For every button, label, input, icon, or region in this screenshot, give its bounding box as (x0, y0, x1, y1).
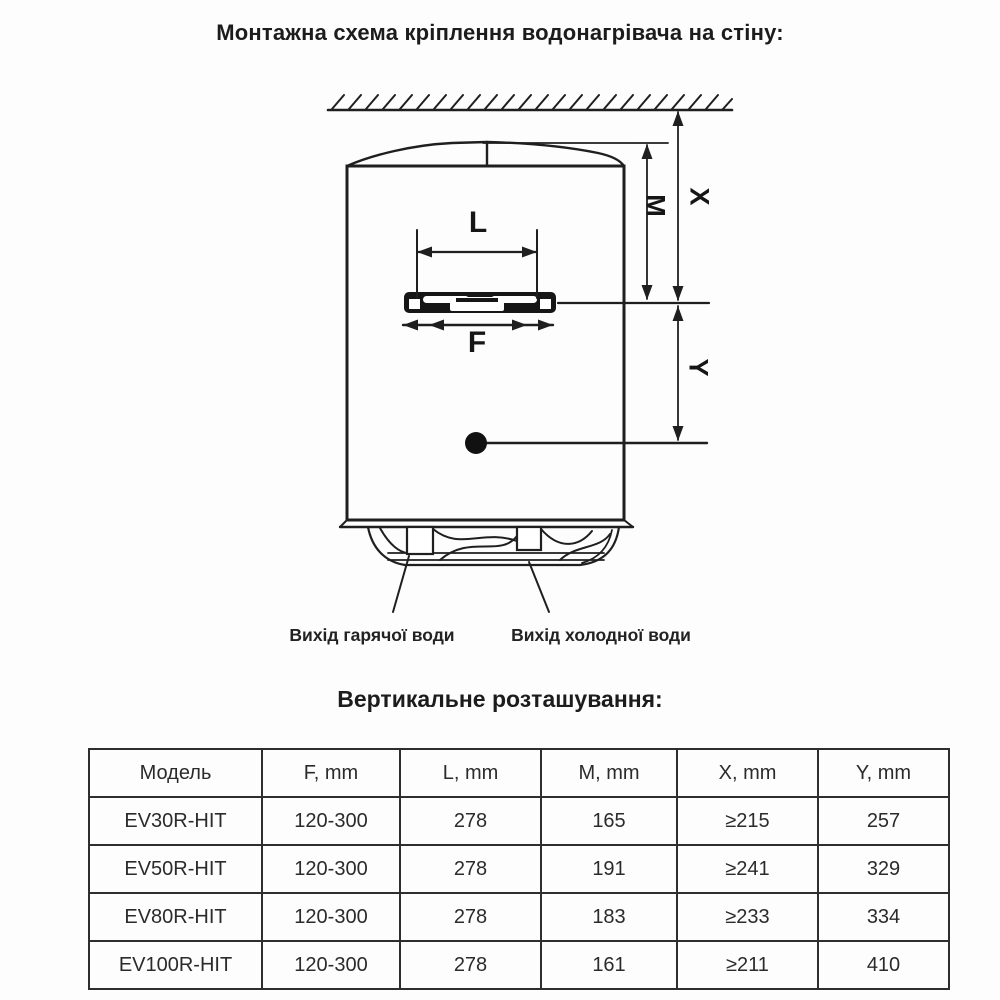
table-row (89, 797, 949, 845)
hot-water-pipe (407, 527, 433, 554)
ceiling-hatching (332, 95, 732, 109)
inlet-point (465, 432, 487, 454)
cell-model: EV80R-HIT (89, 893, 262, 941)
cold-water-label: Вихід холодної води (511, 625, 691, 645)
cell-l: 278 (400, 845, 541, 893)
cell-model: EV100R-HIT (89, 941, 262, 989)
cell-l: 278 (400, 941, 541, 989)
cell-m: 191 (541, 845, 677, 893)
cell-f: 120-300 (262, 893, 400, 941)
cell-model: EV30R-HIT (89, 797, 262, 845)
cell-m: 183 (541, 893, 677, 941)
cell-f: 120-300 (262, 845, 400, 893)
cell-m: 161 (541, 941, 677, 989)
header-l: L, mm (400, 749, 541, 797)
cell-model: EV50R-HIT (89, 845, 262, 893)
cell-m: 165 (541, 797, 677, 845)
cell-l: 278 (400, 893, 541, 941)
header-f: F, mm (262, 749, 400, 797)
cell-x: ≥241 (677, 845, 818, 893)
dim-label-l: L (468, 206, 488, 239)
page-title: Монтажна схема кріплення водонагрівача на стіну: (216, 20, 784, 45)
dim-label-m: M (640, 194, 671, 217)
cell-f: 120-300 (262, 797, 400, 845)
cell-y: 334 (818, 893, 949, 941)
cell-y: 329 (818, 845, 949, 893)
spec-table (88, 748, 950, 990)
table-row (89, 893, 949, 941)
dim-label-y: Y (683, 358, 714, 377)
cell-x: ≥211 (677, 941, 818, 989)
header-model: Модель (89, 749, 262, 797)
dim-label-x: X (684, 187, 715, 206)
dimension-x (673, 111, 684, 301)
cold-water-pipe (517, 527, 541, 550)
section-title: Вертикальне розташування: (337, 686, 663, 712)
cell-f: 120-300 (262, 941, 400, 989)
dimension-l (417, 230, 537, 298)
cell-l: 278 (400, 797, 541, 845)
table-header-row (89, 749, 949, 797)
header-m: M, mm (541, 749, 677, 797)
cell-x: ≥215 (677, 797, 818, 845)
mounting-diagram (280, 80, 740, 660)
cold-water-leader-line (529, 562, 549, 612)
table-row (89, 845, 949, 893)
dim-label-f: F (467, 326, 487, 359)
table-row (89, 941, 949, 989)
header-x: X, mm (677, 749, 818, 797)
hot-water-label: Вихід гарячої води (289, 625, 455, 645)
cell-x: ≥233 (677, 893, 818, 941)
header-y: Y, mm (818, 749, 949, 797)
cell-y: 410 (818, 941, 949, 989)
cell-y: 257 (818, 797, 949, 845)
mounting-bracket (404, 292, 556, 313)
tank-dome (347, 142, 624, 166)
